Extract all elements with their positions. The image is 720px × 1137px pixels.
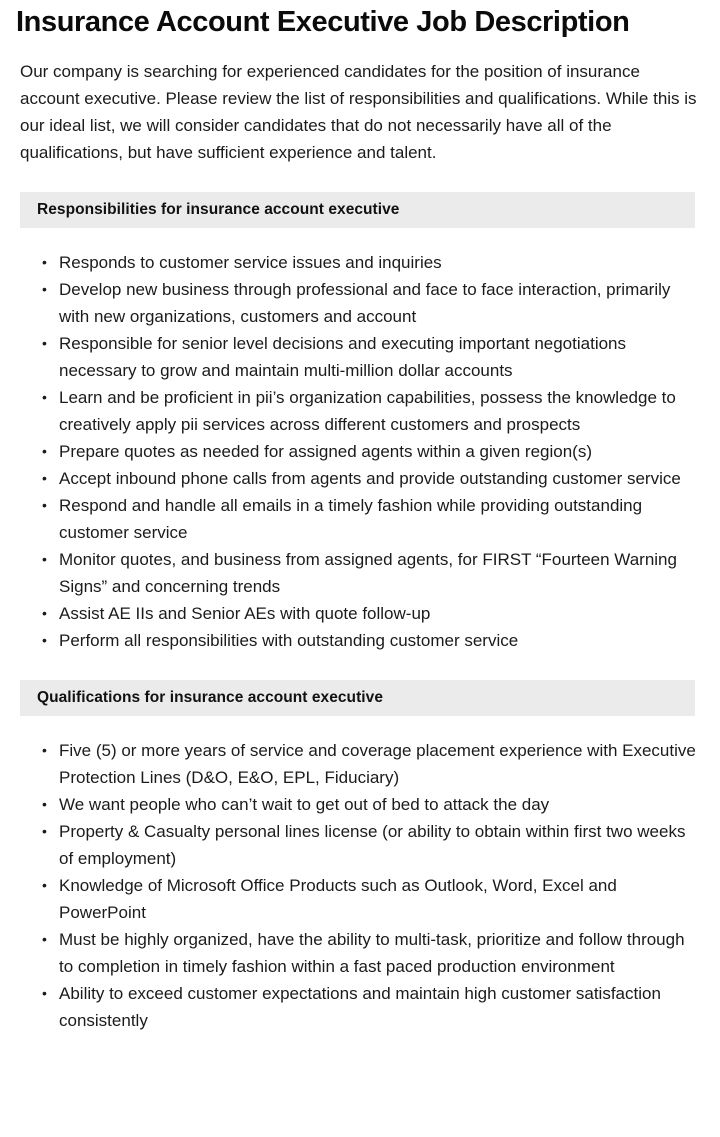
bullet-icon: • bbox=[42, 443, 47, 459]
list-item-text: Five (5) or more years of service and coverage placement experience with Executive Protection Lines (D&O, E&O, EPL, Fiduciary) bbox=[59, 741, 696, 787]
list-item-text: Accept inbound phone calls from agents and provide outstanding customer service bbox=[59, 469, 681, 488]
bullet-icon: • bbox=[42, 931, 47, 947]
list-item-text: Prepare quotes as needed for assigned agents within a given region(s) bbox=[59, 442, 593, 461]
bullet-icon: • bbox=[42, 335, 47, 351]
bullet-icon: • bbox=[42, 877, 47, 893]
qualifications-list bbox=[0, 737, 720, 1034]
section-heading-label: Responsibilities for insurance account executive bbox=[37, 201, 400, 218]
list-item bbox=[0, 492, 720, 546]
list-item-text: Responds to customer service issues and inquiries bbox=[59, 253, 442, 272]
bullet-icon: • bbox=[42, 551, 47, 567]
list-item bbox=[0, 737, 720, 791]
bullet-icon: • bbox=[42, 742, 47, 758]
section-heading-label: Qualifications for insurance account executive bbox=[37, 689, 383, 706]
list-item-text: Responsible for senior level decisions and executing important negotiations necessary to grow and maintain multi-million dollar accounts bbox=[59, 334, 627, 380]
section-header-qualifications bbox=[20, 680, 695, 716]
list-item-text: We want people who can’t wait to get out of bed to attack the day bbox=[59, 795, 550, 814]
list-item bbox=[0, 384, 720, 438]
bottom-spacer bbox=[0, 1034, 720, 1062]
list-item-text: Must be highly organized, have the ability to multi-task, prioritize and follow through to completion in timely fashion within a fast paced production environment bbox=[59, 930, 685, 976]
list-item-text: Respond and handle all emails in a timely fashion while providing outstanding customer service bbox=[59, 496, 643, 542]
list-item-text: Learn and be proficient in pii’s organization capabilities, possess the knowledge to creatively apply pii services across different customers and prospects bbox=[59, 388, 676, 434]
bullet-icon: • bbox=[42, 823, 47, 839]
list-item bbox=[0, 872, 720, 926]
list-item-text: Perform all responsibilities with outstanding customer service bbox=[59, 631, 519, 650]
list-item-text: Knowledge of Microsoft Office Products such as Outlook, Word, Excel and PowerPoint bbox=[59, 876, 617, 922]
list-item bbox=[0, 465, 720, 492]
list-item bbox=[0, 546, 720, 600]
bullet-icon: • bbox=[42, 389, 47, 405]
bullet-icon: • bbox=[42, 281, 47, 297]
list-item-text: Assist AE IIs and Senior AEs with quote follow-up bbox=[59, 604, 431, 623]
list-item-text: Ability to exceed customer expectations and maintain high customer satisfaction consistently bbox=[59, 984, 661, 1030]
list-item-text: Develop new business through professional and face to face interaction, primarily with new organizations, customers and account bbox=[59, 280, 671, 326]
list-item bbox=[0, 276, 720, 330]
list-item bbox=[0, 791, 720, 818]
list-item bbox=[0, 980, 720, 1034]
list-item bbox=[0, 600, 720, 627]
list-item-text: Monitor quotes, and business from assigned agents, for FIRST “Fourteen Warning Signs” and concerning trends bbox=[59, 550, 677, 596]
list-item bbox=[0, 438, 720, 465]
bullet-icon: • bbox=[42, 632, 47, 648]
list-item bbox=[0, 818, 720, 872]
responsibilities-list bbox=[0, 249, 720, 654]
bullet-icon: • bbox=[42, 605, 47, 621]
bullet-icon: • bbox=[42, 254, 47, 270]
bullet-icon: • bbox=[42, 497, 47, 513]
list-item bbox=[0, 926, 720, 980]
bullet-icon: • bbox=[42, 796, 47, 812]
bullet-icon: • bbox=[42, 985, 47, 1001]
bullet-icon: • bbox=[42, 470, 47, 486]
page-title: Insurance Account Executive Job Description bbox=[16, 6, 630, 38]
intro-paragraph: Our company is searching for experienced candidates for the position of insurance account executive. Please review the list of responsibilities and qualifications. While this is our ideal list, we will consider candidates that do not necessarily have all of the qualifications, but have sufficient experience and talent. bbox=[20, 62, 697, 162]
list-item-text: Property & Casualty personal lines license (or ability to obtain within first two weeks of employment) bbox=[59, 822, 686, 868]
section-header-responsibilities bbox=[20, 192, 695, 228]
list-item bbox=[0, 249, 720, 276]
list-item bbox=[0, 627, 720, 654]
list-item bbox=[0, 330, 720, 384]
